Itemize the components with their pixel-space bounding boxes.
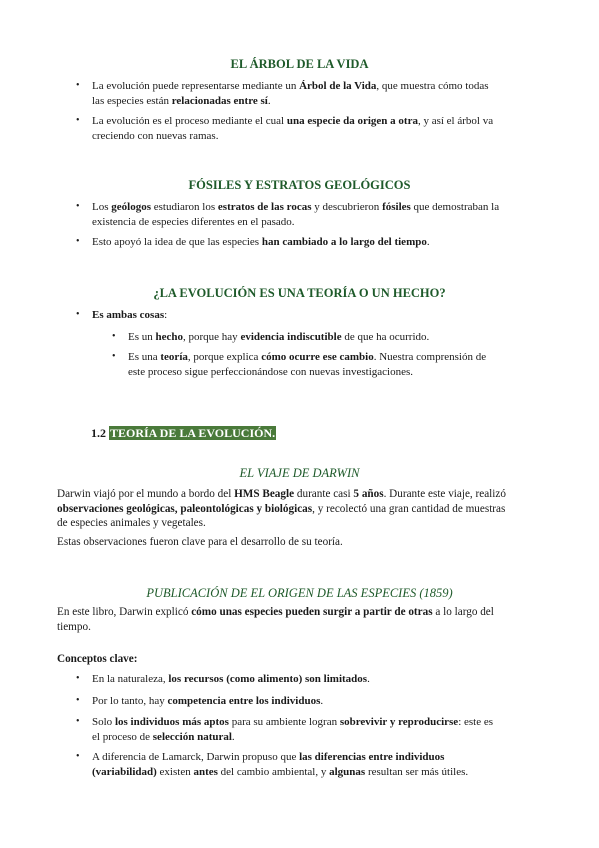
bullet-icon: • bbox=[76, 80, 80, 91]
section-number: 1.2 bbox=[91, 426, 106, 440]
concepts-label: Conceptos clave: bbox=[57, 653, 138, 665]
bullet-icon: • bbox=[76, 716, 80, 727]
subsection-title-viaje: EL VIAJE DE DARWIN bbox=[239, 466, 360, 480]
bullet-icon: • bbox=[76, 201, 80, 212]
section-title-teoria-hecho: ¿LA EVOLUCIÓN ES UNA TEORÍA O UN HECHO? bbox=[153, 286, 446, 300]
subsection-title-origen: PUBLICACIÓN DE EL ORIGEN DE LAS ESPECIES (1859) bbox=[146, 586, 453, 600]
section-title-teoria-evolucion: TEORÍA DE LA EVOLUCIÓN. bbox=[110, 426, 276, 440]
bullet-icon: • bbox=[112, 351, 116, 362]
paragraph: Darwin viajó por el mundo a bordo del HMS Beagle durante casi 5 años. Durante este viaje, realizó observaciones geológicas, paleontológicas y biológicas, y recolectó una gran cantidad de muestras de especies animales y vegetales. bbox=[57, 488, 506, 529]
bullet-icon: • bbox=[76, 751, 80, 762]
paragraph: Estas observaciones fueron clave para el desarrollo de su teoría. bbox=[57, 536, 343, 548]
bullet-icon: • bbox=[112, 331, 116, 342]
bullet-icon: • bbox=[76, 695, 80, 706]
bullet-icon: • bbox=[76, 236, 80, 247]
bullet-icon: • bbox=[76, 673, 80, 684]
bullet-icon: • bbox=[76, 115, 80, 126]
bullet-icon: • bbox=[76, 309, 80, 320]
section-title-fosiles: FÓSILES Y ESTRATOS GEOLÓGICOS bbox=[188, 178, 411, 192]
section-title-arbol: EL ÁRBOL DE LA VIDA bbox=[230, 57, 369, 71]
section-heading-1-2 bbox=[91, 426, 276, 441]
document-page: EL ÁRBOL DE LA VIDA • La evolución puede representarse mediante un Árbol de la Vida, que muestra cómo todas las especies están relacionadas entre sí. • La evolución es el proceso mediante el cual una especie da origen a otra, y así el árbol va creciendo con nuevas ramas. FÓSILES Y ESTRATOS GEOLÓGICOS • Los geólogos estudiaron los estratos de las rocas y descubrieron fósiles que demostraban la existencia de especies diferentes en el pasado. • Esto apoyó la idea de que las especies han cambiado a lo largo del tiempo. ¿LA EVOLUCIÓN ES UNA TEORÍA O UN HECHO? • Es ambas cosas: • Es un hecho, porque hay evidencia indiscutible de que ha ocurrido. • Es una teoría, porque explica cómo ocurre ese cambio. Nuestra comprensión de este proceso sigue perfeccionándose con nuevas investigaciones. 1.2 TEORÍA DE LA EVOLUCIÓN. EL VIAJE DE DARWIN Darwin viajó por el mundo a bordo del HMS Beagle durante casi 5 años. Durante este viaje, realizó observaciones geológicas, paleontológicas y biológicas, y recolectó una gran cantidad de muestras de especies animales y vegetales. Estas observaciones fueron clave para el desarrollo de su teoría. PUBLICACIÓN DE EL ORIGEN DE LAS ESPECIES (1859) En este libro, Darwin explicó cómo unas especies pueden surgir a partir de otras a lo largo del tiempo. Conceptos clave: • En la naturaleza, los recursos (como alimento) son limitados. • Por lo tanto, hay competencia entre los individuos. • Solo los individuos más aptos para su ambiente logran sobrevivir y reproducirse: este es el proceso de selección natural. • A diferencia de Lamarck, Darwin propuso que las diferencias entre individuos (variabilidad) existen antes del cambio ambiental, y algunas resultan ser más útiles. bbox=[0, 0, 599, 848]
paragraph: En este libro, Darwin explicó cómo unas especies pueden surgir a partir de otras a lo largo del tiempo. bbox=[57, 606, 494, 633]
